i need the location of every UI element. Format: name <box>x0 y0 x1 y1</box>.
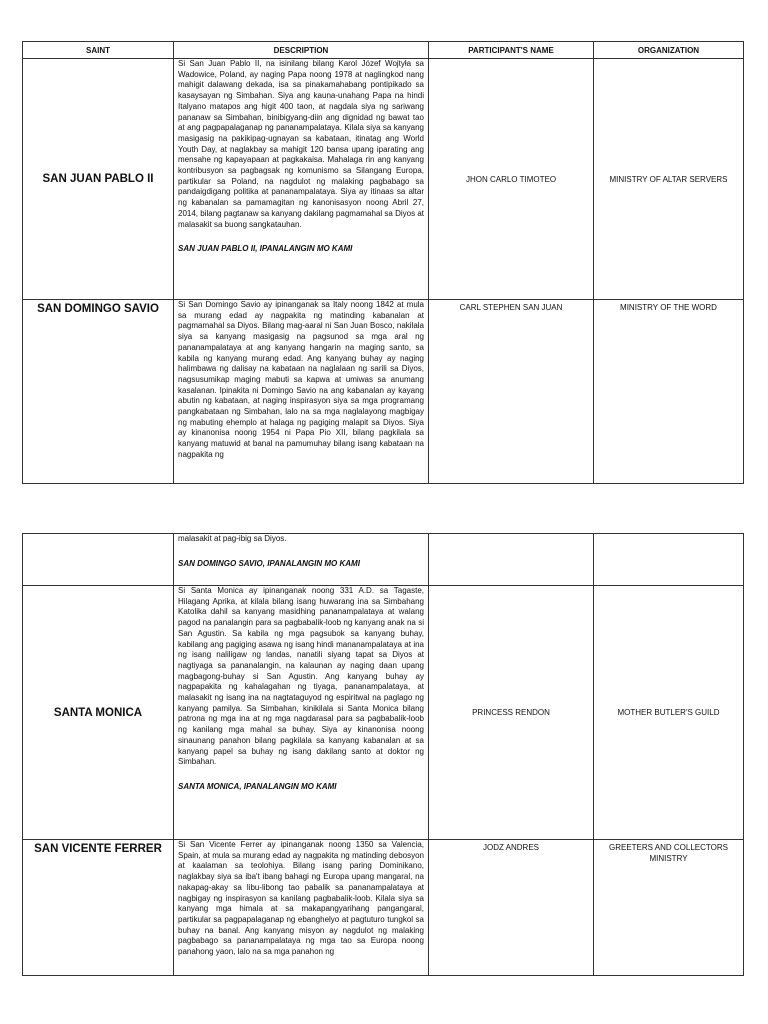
prayer-line: SAN DOMINGO SAVIO, IPANALANGIN MO KAMI <box>178 558 360 568</box>
organization-name: MINISTRY OF ALTAR SERVERS <box>594 59 744 300</box>
saint-description <box>174 840 429 976</box>
prayer-line: SAN JUAN PABLO II, IPANALANGIN MO KAMI <box>178 244 353 254</box>
description-text: Si San Juan Pablo II, na isinilang bilang Karol Józef Wojtyła sa Wadowice, Poland, ay naging Papa noong 1978 at naglingkod nang mahigit dalawang dekada, isa sa pinakamahabang pontipikado sa kasaysayan ng Simbahan. Siya ang kauna-unahang Papa na hindi Italyano matapos ang higit 400 taon, at nagdala siya ng sariwang pananaw sa Simbahan, binibigyang-diin ang dignidad ng bawat tao at ang pagpapalaganap ng pananampalataya. Kilala siya sa kanyang masigasig na pakikipag-ugnayan sa kabataan, itinatag ang World Youth Day, at naglakbay sa mahigit 120 bansa upang iparating ang mensahe ng kapayapaan at pagkakaisa. Mahalaga rin ang kanyang kontribusyon sa pagbagsak ng komunismo sa Silangang Europa, partikular sa Poland, na nagdulot ng malaking pagbabago sa pandaigdigang politika at pananampalataya. Siya ay itinaas sa altar ng kabanalan sa pamamagitan ng kanonisasyon noong Abril 27, 2014, bilang pagtanaw sa kanyang dakilang pagmamahal sa Diyos at malasakit sa buong sangkatauhan. <box>178 59 424 229</box>
saint-name: SAN VICENTE FERRER <box>23 840 174 976</box>
description-text: Si Santa Monica ay ipinanganak noong 331 A.D. sa Tagaste, Hilagang Aprika, at kilala bilang isang huwarang ina sa Simbahang Katolika dahil sa kanyang masidhing pananampalataya at walang pagod na panalangin para sa pagbabalik-loob ng kanyang anak na si San Agustin. Sa kabila ng mga pagsubok sa kanyang buhay, kabilang ang pagiging asawa ng isang hindi mananampalataya at ina ng isang naliligaw ng landas, nanatili siyang tapat sa Diyos at nagtiyaga sa pananalangin, na kalaunan ay naging daan upang magbagong-buhay si San Agustin. Ang kanyang buhay ay nagpapakita ng kahalagahan ng tiyaga, pananampalataya, at malasakit ng isang ina na nagtataguyod ng espiritwal na paglago ng kanyang pamilya. Sa Simbahan, kinikilala si Santa Monica bilang patrona ng mga ina at ng mga nagdarasal para sa pagbabalik-loob ng kanilang mga mahal sa buhay. Siya ay kinanonisa noong sinaunang panahon bilang pagkilala sa kanyang kabanalan at sa kanyang papel sa buhay ng isang dakilang santo at doktor ng Simbahan. <box>178 586 424 767</box>
saint-description <box>174 300 429 484</box>
saints-table-page-2 <box>22 533 744 976</box>
participant-name: CARL STEPHEN SAN JUAN <box>429 300 594 484</box>
saint-description <box>174 534 429 586</box>
header-saint: SAINT <box>23 42 174 59</box>
header-participant: PARTICIPANT'S NAME <box>429 42 594 59</box>
prayer-line: SANTA MONICA, IPANALANGIN MO KAMI <box>178 781 337 791</box>
table-row <box>23 59 744 300</box>
table-row <box>23 586 744 840</box>
participant-name: JHON CARLO TIMOTEO <box>429 59 594 300</box>
header-organization: ORGANIZATION <box>594 42 744 59</box>
description-text: malasakit at pag-ibig sa Diyos. <box>178 534 287 543</box>
table-header-row <box>23 42 744 59</box>
organization-name: GREETERS AND COLLECTORS MINISTRY <box>594 840 744 976</box>
description-text: Si San Vicente Ferrer ay ipinanganak noong 1350 sa Valencia, Spain, at mula sa murang edad ay nagpakita ng matinding debosyon at kaalaman sa teolohiya. Bilang isang paring Dominikano, naglakbay siya sa iba't ibang bahagi ng Europa upang mangaral, na nakapag-akay sa libu-libong tao pabalik sa pananampalataya at nagbigay ng inspirasyon sa kanilang pagbabalik-loob. Kilala siya sa kanyang mga himala at sa makapangyarihang pangangaral, partikular sa pagpapalaganap ng ebanghelyo at pagtuturo tungkol sa buhay na banal. Ang kanyang misyon ay nagdulot ng malaking pagbabago sa pananampalataya ng mga tao sa Europa noong panahong yaon, lalo na sa mga panahon ng <box>178 840 424 957</box>
participant-name: PRINCESS RENDON <box>429 586 594 840</box>
saints-table-page-1 <box>22 41 744 484</box>
organization-name: MINISTRY OF THE WORD <box>594 300 744 484</box>
organization-name: MOTHER BUTLER'S GUILD <box>594 586 744 840</box>
organization-name-empty <box>594 534 744 586</box>
saint-description <box>174 586 429 840</box>
saint-name-empty <box>23 534 174 586</box>
saint-description <box>174 59 429 300</box>
description-text: Si San Domingo Savio ay ipinanganak sa Italy noong 1842 at mula sa murang edad ay nagpakita ng matinding kabanalan at pagmamahal sa Diyos. Bilang mag-aaral ni San Juan Bosco, nakilala siya sa kanyang masigasig na pagsunod sa mga aral ng pananampalataya at ang kanyang hangarin na maging santo, sa kabila ng kanyang murang edad. Ang kanyang buhay ay naging halimbawa ng dalisay na kabataan na naglalaan ng sarili sa Diyos, nagsusumikap maging mabuti sa kapwa at umiwas sa anumang kasalanan. Ipinakita ni Domingo Savio na ang kabanalan ay kayang abutin ng kabataan, at naging inspirasyon siya sa mga programang pangkabataan ng Simbahan, lalo na sa mga naglalayong magbigay ng mabuting ehemplo at halaga ng pagiging malapit sa Diyos. Siya ay kinanonisa noong 1954 ni Papa Pio XII, bilang pagkilala sa kanyang matuwid at banal na pamumuhay bilang isang kabataan na nagpakita ng <box>178 300 424 459</box>
table-row <box>23 300 744 484</box>
header-description: DESCRIPTION <box>174 42 429 59</box>
table-row <box>23 840 744 976</box>
saint-name: SANTA MONICA <box>23 586 174 840</box>
participant-name: JODZ ANDRES <box>429 840 594 976</box>
saint-name: SAN JUAN PABLO II <box>23 59 174 300</box>
table-row <box>23 534 744 586</box>
participant-name-empty <box>429 534 594 586</box>
saint-name: SAN DOMINGO SAVIO <box>23 300 174 484</box>
